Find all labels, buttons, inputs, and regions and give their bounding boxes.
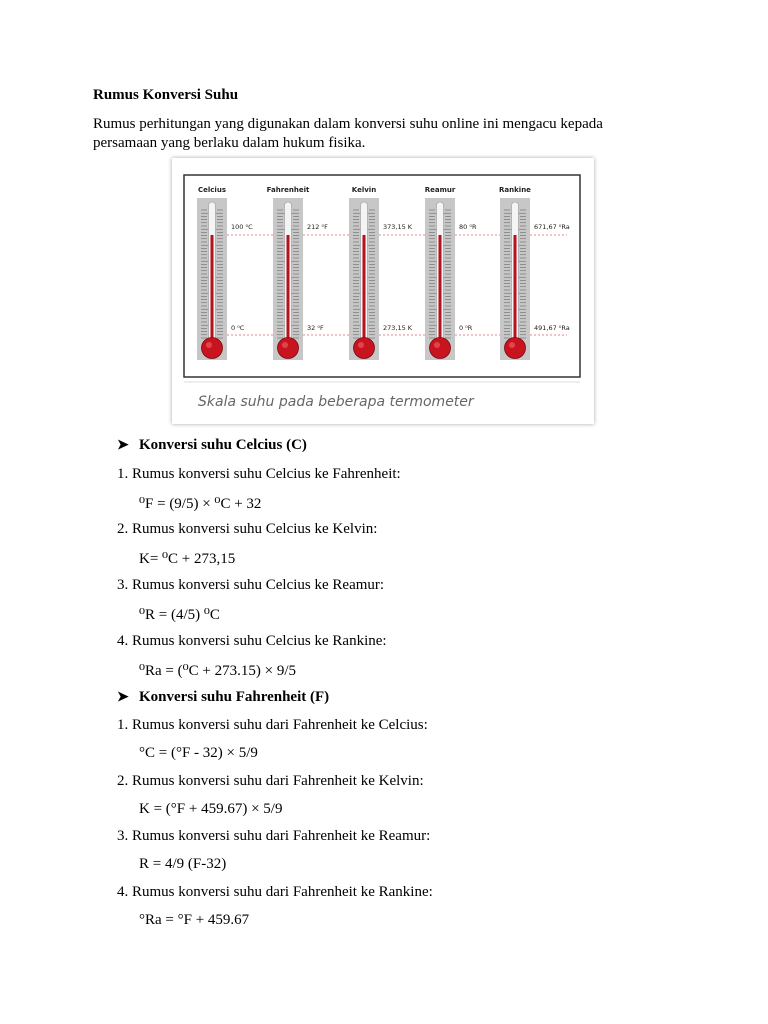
figure-caption: Skala suhu pada beberapa termometer [198,394,474,410]
high-value-label: 671,67 ⁰Ra [534,223,570,231]
list-item: 1. Rumus konversi suhu dari Fahrenheit ke Celcius: [117,717,428,733]
intro-paragraph: Rumus perhitungan yang digunakan dalam konversi suhu online ini mengacu kepada persamaan yang berlaku dalam hukum fisika. [93,116,603,151]
low-value-label: 491,67 ⁰Ra [534,324,570,332]
formula: ⁰Ra = (⁰C + 273.15) × 9/5 [139,663,296,679]
low-value-label: 0 ⁰C [231,324,245,332]
section-title-celcius: ➤ Konversi suhu Celcius (C) [117,437,307,453]
high-value-label: 80 ⁰R [459,223,477,231]
formula: ⁰F = (9/5) × ⁰C + 32 [139,496,262,512]
mercury-column [514,235,517,346]
thermometer-bulb [430,338,451,359]
formula: K= ⁰C + 273,15 [139,551,236,567]
high-value-label: 373,15 K [383,223,413,231]
thermometer-name: Fahrenheit [266,186,310,194]
list-item: 3. Rumus konversi suhu dari Fahrenheit ke Reamur: [117,828,431,844]
arrow-bullet-icon: ➤ [117,438,129,453]
thermometer-name: Kelvin [351,186,377,194]
list-item: 4. Rumus konversi suhu dari Fahrenheit ke Rankine: [117,884,433,900]
high-value-label: 100 ⁰C [231,223,253,231]
thermometer-figure [172,158,594,424]
thermometer-name: Reamur [424,186,456,194]
section-title-fahrenheit: ➤ Konversi suhu Fahrenheit (F) [117,689,330,705]
low-value-label: 273,15 K [383,324,413,332]
low-value-label: 32 ⁰F [307,324,324,332]
mercury-column [439,235,442,346]
bulb-highlight [358,342,364,348]
list-item: 1. Rumus konversi suhu Celcius ke Fahrenheit: [117,466,401,482]
list-item: 2. Rumus konversi suhu Celcius ke Kelvin: [117,521,378,537]
list-item: 4. Rumus konversi suhu Celcius ke Rankine: [117,633,387,649]
bulb-highlight [206,342,212,348]
page-heading: Rumus Konversi Suhu [93,87,239,103]
list-item: 2. Rumus konversi suhu dari Fahrenheit ke Kelvin: [117,773,424,789]
formula: K = (°F + 459.67) × 5/9 [139,801,283,817]
bulb-highlight [282,342,288,348]
mercury-column [363,235,366,346]
thermometer-bulb [278,338,299,359]
formula: °Ra = °F + 459.67 [139,912,250,928]
low-value-label: 0 ⁰R [459,324,473,332]
mercury-column [211,235,214,346]
bulb-highlight [509,342,515,348]
thermometer-bulb [202,338,223,359]
arrow-bullet-icon: ➤ [117,690,129,705]
thermometer-name: Rankine [499,186,531,194]
thermometer-name: Celcius [198,186,226,194]
thermometer-bulb [354,338,375,359]
thermometer-diagram [172,158,594,424]
formula: R = 4/9 (F-32) [139,856,227,872]
high-value-label: 212 ⁰F [307,223,328,231]
thermometer-bulb [505,338,526,359]
formula: °C = (°F - 32) × 5/9 [139,745,258,761]
mercury-column [287,235,290,346]
bulb-highlight [434,342,440,348]
formula: ⁰R = (4/5) ⁰C [139,607,220,623]
list-item: 3. Rumus konversi suhu Celcius ke Reamur: [117,577,385,593]
